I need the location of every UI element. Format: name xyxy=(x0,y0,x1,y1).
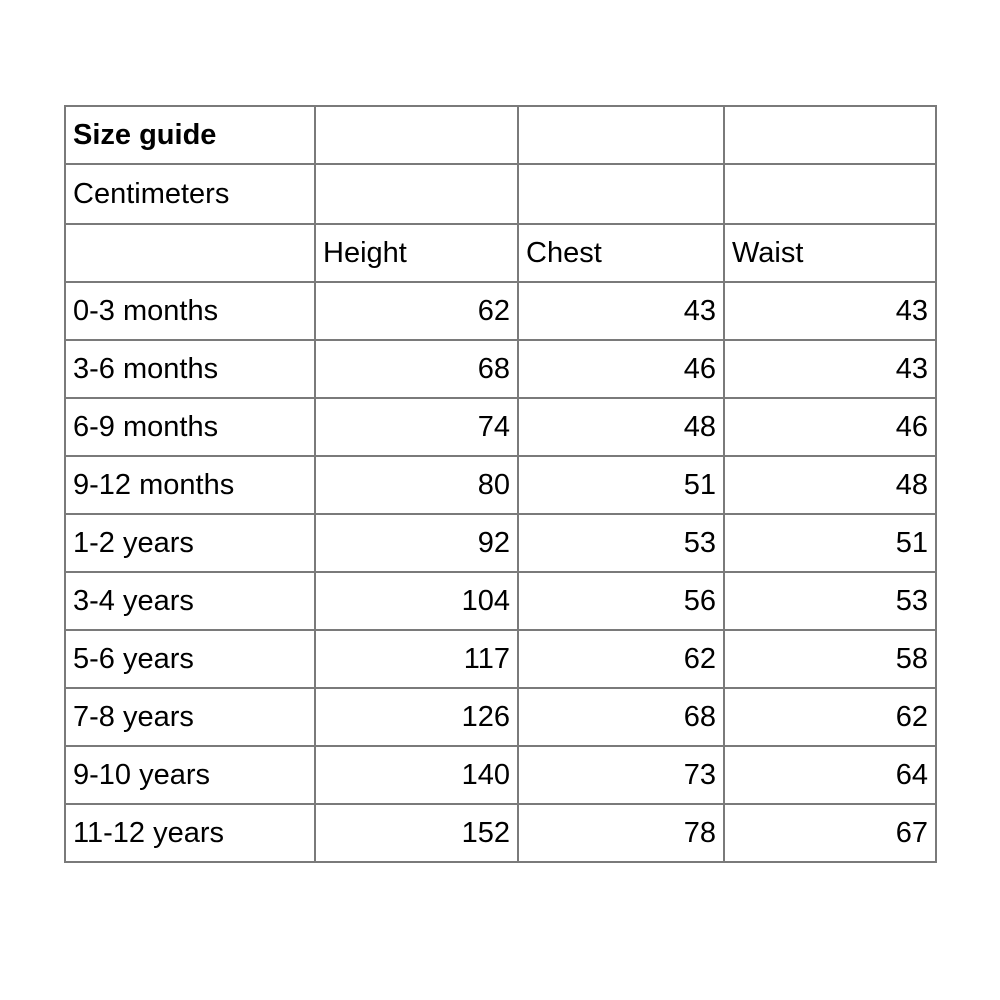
size-label: 1-2 years xyxy=(65,514,315,572)
table-row xyxy=(65,746,936,804)
size-guide-table xyxy=(64,105,937,863)
size-label: 6-9 months xyxy=(65,398,315,456)
size-label: 11-12 years xyxy=(65,804,315,862)
height-value: 117 xyxy=(315,630,518,688)
chest-value: 78 xyxy=(518,804,724,862)
table-row xyxy=(65,630,936,688)
waist-value: 51 xyxy=(724,514,936,572)
chest-value: 46 xyxy=(518,340,724,398)
height-value: 68 xyxy=(315,340,518,398)
empty-cell xyxy=(518,106,724,164)
size-label: 3-4 years xyxy=(65,572,315,630)
height-value: 104 xyxy=(315,572,518,630)
height-value: 140 xyxy=(315,746,518,804)
table-row xyxy=(65,804,936,862)
table-title: Size guide xyxy=(65,106,315,164)
waist-value: 67 xyxy=(724,804,936,862)
chest-value: 56 xyxy=(518,572,724,630)
height-value: 80 xyxy=(315,456,518,514)
table-row xyxy=(65,688,936,746)
column-header-waist: Waist xyxy=(724,224,936,282)
empty-cell xyxy=(315,106,518,164)
height-value: 62 xyxy=(315,282,518,340)
title-row xyxy=(65,106,936,164)
size-label: 0-3 months xyxy=(65,282,315,340)
table-row xyxy=(65,514,936,572)
chest-value: 43 xyxy=(518,282,724,340)
height-value: 74 xyxy=(315,398,518,456)
chest-value: 48 xyxy=(518,398,724,456)
size-label: 9-10 years xyxy=(65,746,315,804)
unit-label: Centimeters xyxy=(65,164,315,224)
empty-cell xyxy=(724,164,936,224)
table-row xyxy=(65,340,936,398)
height-value: 152 xyxy=(315,804,518,862)
waist-value: 62 xyxy=(724,688,936,746)
table-row xyxy=(65,456,936,514)
waist-value: 64 xyxy=(724,746,936,804)
table-body xyxy=(65,106,936,862)
empty-cell xyxy=(724,106,936,164)
chest-value: 73 xyxy=(518,746,724,804)
waist-value: 48 xyxy=(724,456,936,514)
chest-value: 53 xyxy=(518,514,724,572)
waist-value: 46 xyxy=(724,398,936,456)
table-row xyxy=(65,572,936,630)
waist-value: 58 xyxy=(724,630,936,688)
column-header-height: Height xyxy=(315,224,518,282)
waist-value: 43 xyxy=(724,282,936,340)
height-value: 126 xyxy=(315,688,518,746)
chest-value: 51 xyxy=(518,456,724,514)
empty-cell xyxy=(65,224,315,282)
height-value: 92 xyxy=(315,514,518,572)
size-label: 3-6 months xyxy=(65,340,315,398)
header-row xyxy=(65,224,936,282)
table-row xyxy=(65,398,936,456)
waist-value: 53 xyxy=(724,572,936,630)
empty-cell xyxy=(518,164,724,224)
unit-row xyxy=(65,164,936,224)
table-row xyxy=(65,282,936,340)
size-label: 9-12 months xyxy=(65,456,315,514)
empty-cell xyxy=(315,164,518,224)
column-header-chest: Chest xyxy=(518,224,724,282)
size-label: 7-8 years xyxy=(65,688,315,746)
size-label: 5-6 years xyxy=(65,630,315,688)
chest-value: 68 xyxy=(518,688,724,746)
chest-value: 62 xyxy=(518,630,724,688)
waist-value: 43 xyxy=(724,340,936,398)
